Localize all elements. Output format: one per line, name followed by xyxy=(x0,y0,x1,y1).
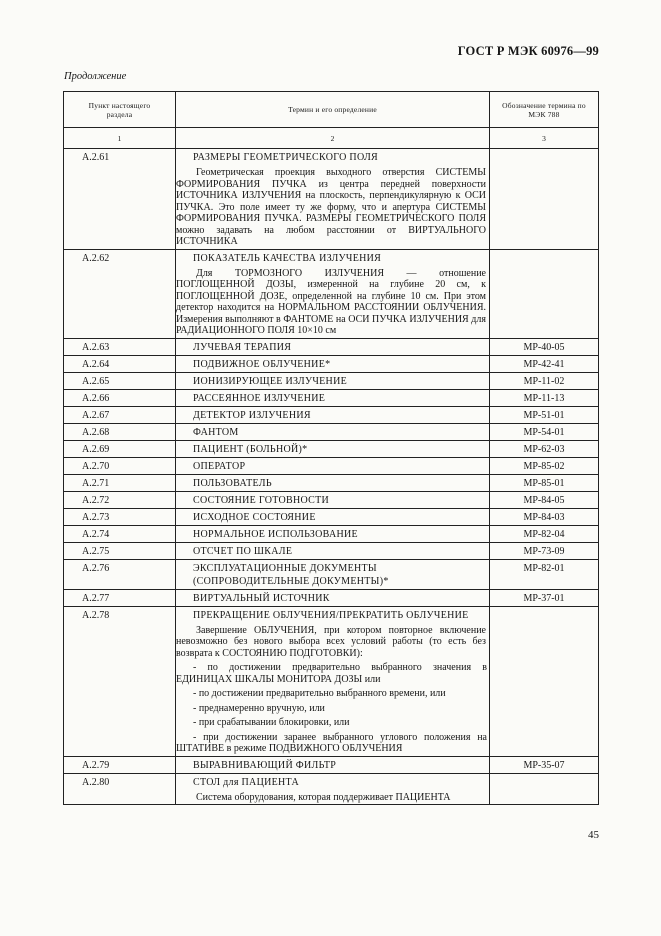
row-number: А.2.75 xyxy=(64,542,176,559)
term-code: МР-11-13 xyxy=(490,389,599,406)
row-definition xyxy=(176,474,490,491)
term-code: МР-35-07 xyxy=(490,756,599,773)
term-title: ИСХОДНОЕ СОСТОЯНИЕ xyxy=(193,511,316,523)
row-definition xyxy=(176,149,490,250)
row-definition xyxy=(176,406,490,423)
table-row xyxy=(64,542,599,559)
term-code: МР-85-01 xyxy=(490,474,599,491)
term-title: ВИРТУАЛЬНЫЙ ИСТОЧНИК xyxy=(193,592,330,604)
row-definition xyxy=(176,249,490,338)
term-title: ЛУЧЕВАЯ ТЕРАПИЯ xyxy=(193,341,292,353)
term-title: ПОКАЗАТЕЛЬ КАЧЕСТВА ИЗЛУЧЕНИЯ xyxy=(193,252,382,264)
row-number: А.2.65 xyxy=(64,372,176,389)
definition-list-item: - при срабатывании блокировки, или xyxy=(193,717,350,728)
definition-text: Геометрическая проекция выходного отверстия СИСТЕМЫ ФОРМИРОВАНИЯ ПУЧКА из центра передней поверхности ИСТОЧНИКА ИЗЛУЧЕНИЯ на плоскость, перпендикулярную к ОСИ ПУЧКА. Это поле имеет ту же форму, что и апертура СИСТЕМЫ ФОРМИРОВАНИЯ ПУЧКА. РАЗМЕРЫ ГЕОМЕТРИЧЕСКОГО ПОЛЯ можно задавать на любом расстоянии от ВИРТУАЛЬНОГО ИСТОЧНИКА xyxy=(176,167,486,247)
row-number: А.2.64 xyxy=(64,355,176,372)
column-number: 1 xyxy=(64,128,176,149)
table-row xyxy=(64,606,599,756)
row-definition xyxy=(176,542,490,559)
row-definition xyxy=(176,491,490,508)
term-code: МР-37-01 xyxy=(490,589,599,606)
table-row xyxy=(64,525,599,542)
row-definition xyxy=(176,525,490,542)
table-row xyxy=(64,508,599,525)
table-row xyxy=(64,149,599,250)
row-number: А.2.79 xyxy=(64,756,176,773)
term-code: МР-82-01 xyxy=(490,559,599,589)
column-header: Пункт настоящего раздела xyxy=(64,92,176,128)
row-number: А.2.74 xyxy=(64,525,176,542)
term-code: МР-73-09 xyxy=(490,542,599,559)
table-row xyxy=(64,372,599,389)
term-title: ЭКСПЛУАТАЦИОННЫЕ ДОКУМЕНТЫ (СОПРОВОДИТЕЛЬНЫЕ ДОКУМЕНТЫ)* xyxy=(193,562,389,587)
row-number: А.2.62 xyxy=(64,249,176,338)
term-title: ОТСЧЕТ ПО ШКАЛЕ xyxy=(193,545,293,557)
term-code: МР-40-05 xyxy=(490,338,599,355)
term-title: ВЫРАВНИВАЮЩИЙ ФИЛЬТР xyxy=(193,759,337,771)
term-code: МР-11-02 xyxy=(490,372,599,389)
term-title: ДЕТЕКТОР ИЗЛУЧЕНИЯ xyxy=(193,409,311,421)
term-title: ПОДВИЖНОЕ ОБЛУЧЕНИЕ* xyxy=(193,358,331,370)
row-number: А.2.76 xyxy=(64,559,176,589)
column-number: 3 xyxy=(490,128,599,149)
column-header: Термин и его определение xyxy=(176,92,490,128)
row-number: А.2.80 xyxy=(64,773,176,805)
table-row xyxy=(64,457,599,474)
term-title: ИОНИЗИРУЮЩЕЕ ИЗЛУЧЕНИЕ xyxy=(193,375,348,387)
row-number: А.2.63 xyxy=(64,338,176,355)
continuation-label: Продолжение xyxy=(64,71,127,82)
table-row xyxy=(64,406,599,423)
definition-list-item: - при достижении заранее выбранного углового положения на ШТАТИВЕ в режиме ПОДВИЖНОГО ОБЛУЧЕНИЯ xyxy=(176,731,487,754)
term-code: МР-51-01 xyxy=(490,406,599,423)
table-row xyxy=(64,756,599,773)
definition-text: Для ТОРМОЗНОГО ИЗЛУЧЕНИЯ — отношение ПОГЛОЩЕННОЙ ДОЗЫ, измеренной на глубине 20 см, к ПОГЛОЩЕННОЙ ДОЗЕ, определенной на глубине 10 см. При этом детектор находится на НОРМАЛЬНОМ РАССТОЯНИИ ОБЛУЧЕНИЯ. Измерения выполняют в ФАНТОМЕ на ОСИ ПУЧКА ИЗЛУЧЕНИЯ для РАДИАЦИОННОГО ПОЛЯ 10×10 см xyxy=(176,267,486,336)
column-header: Обозначение термина по МЭК 788 xyxy=(490,92,599,128)
term-title: ФАНТОМ xyxy=(193,426,239,438)
row-number: А.2.70 xyxy=(64,457,176,474)
table-row xyxy=(64,355,599,372)
table-row xyxy=(64,440,599,457)
term-code: МР-85-02 xyxy=(490,457,599,474)
term-code: МР-62-03 xyxy=(490,440,599,457)
table-row xyxy=(64,423,599,440)
table-row xyxy=(64,474,599,491)
row-number: А.2.61 xyxy=(64,149,176,250)
document-header: ГОСТ Р МЭК 60976—99 xyxy=(457,44,599,58)
definition-list-item: - по достижении предварительно выбранного времени, или xyxy=(193,688,446,699)
term-title: ПОЛЬЗОВАТЕЛЬ xyxy=(193,477,272,489)
row-definition xyxy=(176,389,490,406)
row-number: А.2.67 xyxy=(64,406,176,423)
table-row xyxy=(64,559,599,589)
row-number: А.2.72 xyxy=(64,491,176,508)
table-header-row xyxy=(64,92,599,128)
table-row xyxy=(64,249,599,338)
definition-text: Система оборудования, которая поддерживает ПАЦИЕНТА xyxy=(196,791,451,803)
table-column-numbers xyxy=(64,128,599,149)
row-number: А.2.77 xyxy=(64,589,176,606)
row-number: А.2.69 xyxy=(64,440,176,457)
row-definition xyxy=(176,508,490,525)
term-code: МР-42-41 xyxy=(490,355,599,372)
term-title: НОРМАЛЬНОЕ ИСПОЛЬЗОВАНИЕ xyxy=(193,528,358,540)
row-number: А.2.68 xyxy=(64,423,176,440)
term-code xyxy=(490,606,599,756)
table-row xyxy=(64,389,599,406)
row-definition xyxy=(176,589,490,606)
term-code xyxy=(490,149,599,250)
row-definition xyxy=(176,440,490,457)
table-row xyxy=(64,589,599,606)
term-code: МР-84-03 xyxy=(490,508,599,525)
row-definition xyxy=(176,338,490,355)
table-row xyxy=(64,491,599,508)
term-code: МР-82-04 xyxy=(490,525,599,542)
terms-table xyxy=(63,91,599,805)
row-definition xyxy=(176,606,490,756)
term-title: РАССЕЯННОЕ ИЗЛУЧЕНИЕ xyxy=(193,392,326,404)
definition-list-item: - преднамеренно вручную, или xyxy=(193,702,325,714)
term-title: ПРЕКРАЩЕНИЕ ОБЛУЧЕНИЯ/ПРЕКРАТИТЬ ОБЛУЧЕНИЕ xyxy=(193,609,469,621)
page-number: 45 xyxy=(588,829,599,841)
term-code: МР-84-05 xyxy=(490,491,599,508)
row-number: А.2.78 xyxy=(64,606,176,756)
table-row xyxy=(64,338,599,355)
term-title: СТОЛ для ПАЦИЕНТА xyxy=(193,776,299,788)
definition-text: Завершение ОБЛУЧЕНИЯ, при котором повторное включение невозможно без нового выбора всех условий работы (то есть без возврата к СОСТОЯНИЮ ПОДГОТОВКИ): xyxy=(176,624,486,659)
term-code: МР-54-01 xyxy=(490,423,599,440)
row-definition xyxy=(176,559,490,589)
row-definition xyxy=(176,773,490,805)
row-number: А.2.73 xyxy=(64,508,176,525)
term-code xyxy=(490,773,599,805)
table-row xyxy=(64,773,599,805)
column-number: 2 xyxy=(176,128,490,149)
row-number: А.2.66 xyxy=(64,389,176,406)
term-code xyxy=(490,249,599,338)
row-definition xyxy=(176,355,490,372)
row-definition xyxy=(176,457,490,474)
definition-list-item: - по достижении предварительно выбранного значения в ЕДИНИЦАХ ШКАЛЫ МОНИТОРА ДОЗЫ или xyxy=(176,662,487,685)
row-number: А.2.71 xyxy=(64,474,176,491)
row-definition xyxy=(176,372,490,389)
term-title: РАЗМЕРЫ ГЕОМЕТРИЧЕСКОГО ПОЛЯ xyxy=(193,152,379,163)
term-title: ПАЦИЕНТ (БОЛЬНОЙ)* xyxy=(193,443,308,455)
row-definition xyxy=(176,423,490,440)
term-title: СОСТОЯНИЕ ГОТОВНОСТИ xyxy=(193,494,330,506)
term-title: ОПЕРАТОР xyxy=(193,460,246,472)
row-definition xyxy=(176,756,490,773)
